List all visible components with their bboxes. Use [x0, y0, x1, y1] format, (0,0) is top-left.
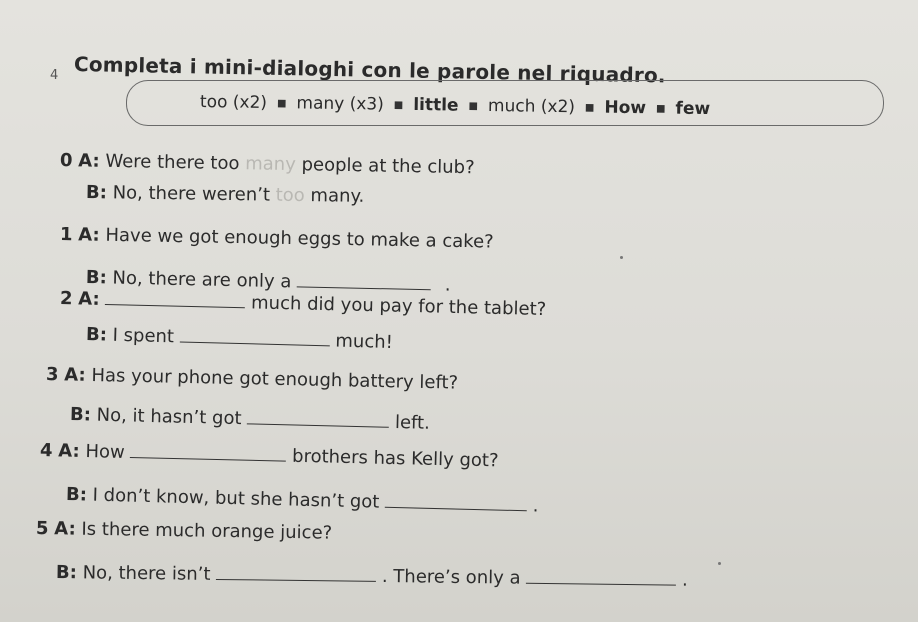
speaker-label: A:: [54, 518, 76, 540]
item-2-b: [86, 324, 393, 353]
item-3-a: [46, 364, 459, 394]
item-1-a: [60, 224, 494, 253]
item-3-b: [70, 404, 430, 434]
answer-blank[interactable]: [216, 565, 376, 582]
answer-blank[interactable]: [297, 272, 431, 290]
example-answer: too: [275, 184, 305, 207]
dialogue-text: Has your phone got enough battery left?: [91, 364, 459, 394]
paper-speck: [620, 256, 623, 259]
punctuation: .: [444, 274, 451, 296]
dialogue-text: No, it hasn’t got: [96, 404, 242, 430]
dialogue-text: . There’s only a: [381, 565, 521, 589]
answer-blank[interactable]: [247, 409, 389, 427]
item-number: 4: [39, 440, 53, 462]
punctuation: .: [681, 569, 688, 591]
answer-blank[interactable]: [180, 327, 330, 346]
exercise-number: 4: [50, 68, 59, 83]
speaker-label: B:: [85, 182, 108, 204]
dialogue-text: Have we got enough eggs to make a cake?: [105, 224, 494, 253]
speaker-label: A:: [64, 364, 86, 386]
item-number: 0: [59, 150, 73, 172]
speaker-label: A:: [78, 288, 100, 310]
item-2-a: [60, 288, 547, 320]
bullet-icon: ■: [276, 97, 287, 109]
item-number: 1: [59, 224, 73, 246]
paper-speck: [718, 562, 721, 565]
speaker-label: A:: [58, 440, 80, 462]
word-bank-item: How: [604, 97, 647, 119]
speaker-label: B:: [85, 324, 108, 346]
dialogue-text: I don’t know, but she hasn’t got: [92, 484, 380, 513]
speaker-label: B:: [65, 484, 88, 506]
dialogue-text: much!: [335, 330, 394, 354]
word-bank-item: much (x2): [487, 96, 576, 118]
speaker-label: A:: [78, 224, 100, 246]
item-4-a: [40, 440, 499, 471]
item-0-b: [86, 182, 365, 207]
answer-blank[interactable]: [385, 493, 527, 511]
word-bank-item: many (x3): [296, 93, 384, 115]
dialogue-text: left.: [394, 411, 431, 434]
dialogue-text: many.: [304, 185, 365, 207]
dialogue-text: I spent: [112, 324, 175, 348]
dialogue-text: brothers has Kelly got?: [291, 445, 499, 472]
word-bank-item: too (x2): [199, 92, 268, 113]
dialogue-text: No, there weren’t: [112, 182, 276, 206]
word-bank-item: few: [675, 98, 711, 120]
item-number: 5: [35, 518, 49, 540]
answer-blank[interactable]: [526, 569, 676, 586]
item-5-b: [56, 562, 688, 591]
speaker-label: B:: [55, 562, 78, 584]
dialogue-text: How: [85, 441, 125, 463]
item-0-a: [60, 150, 475, 178]
answer-blank[interactable]: [105, 290, 245, 308]
item-number: 2: [59, 288, 73, 310]
word-bank-item: little: [413, 94, 459, 116]
speaker-label: B:: [85, 267, 108, 289]
dialogue-text: No, there isn’t: [82, 562, 211, 585]
dialogue-text: much did you pay for the tablet?: [250, 292, 547, 321]
bullet-icon: ■: [393, 99, 404, 111]
speaker-label: A:: [78, 150, 100, 172]
bullet-icon: ■: [584, 101, 595, 114]
item-number: 3: [45, 364, 59, 386]
answer-blank[interactable]: [130, 443, 286, 462]
item-5-a: [36, 518, 332, 544]
dialogue-text: Were there too: [105, 150, 246, 175]
bullet-icon: ■: [655, 102, 666, 114]
example-answer: many: [245, 153, 297, 176]
bullet-icon: ■: [468, 100, 479, 112]
dialogue-text: No, there are only a: [112, 267, 292, 293]
speaker-label: B:: [69, 404, 92, 426]
exercise-title: Completa i mini-dialoghi con le parole nel riquadro.: [73, 52, 666, 88]
punctuation: .: [532, 495, 539, 517]
item-4-b: [66, 484, 539, 517]
dialogue-text: Is there much orange juice?: [81, 518, 333, 544]
dialogue-text: people at the club?: [295, 154, 475, 179]
